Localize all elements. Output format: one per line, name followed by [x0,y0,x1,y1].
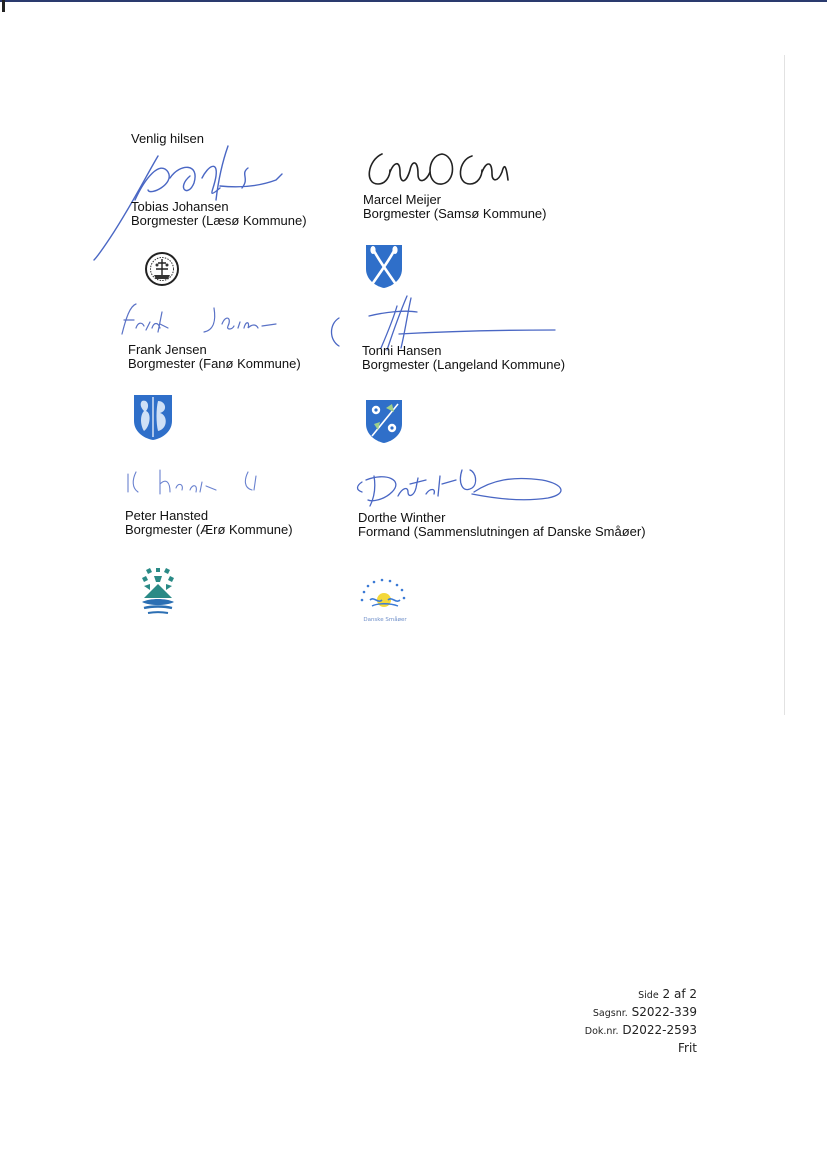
langeland-coat-of-arms-icon [364,398,404,444]
signature-dorthe-winther [352,458,572,513]
signature-marcel-meijer [360,142,520,197]
doc-value: D2022-2593 [622,1023,697,1037]
laeso-seal-icon [144,251,180,287]
page-indicator [585,986,697,1004]
signatory-name: Marcel Meijer [363,192,442,207]
scan-edge-right [784,55,785,715]
signatory-title: Borgmester (Samsø Kommune) [363,206,547,221]
danske-smaaoer-logo-icon [352,576,418,624]
page-number: 2 af 2 [662,987,697,1001]
signature-peter-hansted [120,462,270,502]
doc-label: Dok.nr. [584,1026,619,1037]
greeting: Venlig hilsen [131,131,204,146]
scan-edge-mark [2,0,5,12]
samso-coat-of-arms-icon [364,243,404,289]
signatory-name: Peter Hansted [125,508,209,523]
case-number [585,1004,697,1022]
classification: Frit [677,1041,697,1055]
page-label: Side [638,990,659,1001]
signatory-title: Borgmester (Ærø Kommune) [125,522,293,537]
document-footer [585,986,697,1056]
signatory-title: Borgmester (Fanø Kommune) [128,356,301,371]
aero-logo-icon [138,566,178,618]
signatory-title: Borgmester (Langeland Kommune) [362,357,566,372]
case-label: Sagsnr. [592,1008,628,1019]
signatory-title: Formand (Sammenslutningen af Danske Småøer) [358,524,646,539]
signatory-name: Dorthe Winther [358,510,446,525]
svg-text:Danske Småøer: Danske Småøer [363,617,407,623]
document-number [585,1022,697,1040]
signatory-name: Tonni Hansen [362,343,442,358]
signatory-title: Borgmester (Læsø Kommune) [131,213,307,228]
scan-edge-top [0,0,827,2]
fano-coat-of-arms-icon [132,393,174,441]
signature-tonni-hansen [325,288,560,353]
signatory-name: Tobias Johansen [131,199,229,214]
signatory-name: Frank Jensen [128,342,207,357]
signature-frank-jensen [118,294,288,344]
case-value: S2022-339 [631,1005,697,1019]
